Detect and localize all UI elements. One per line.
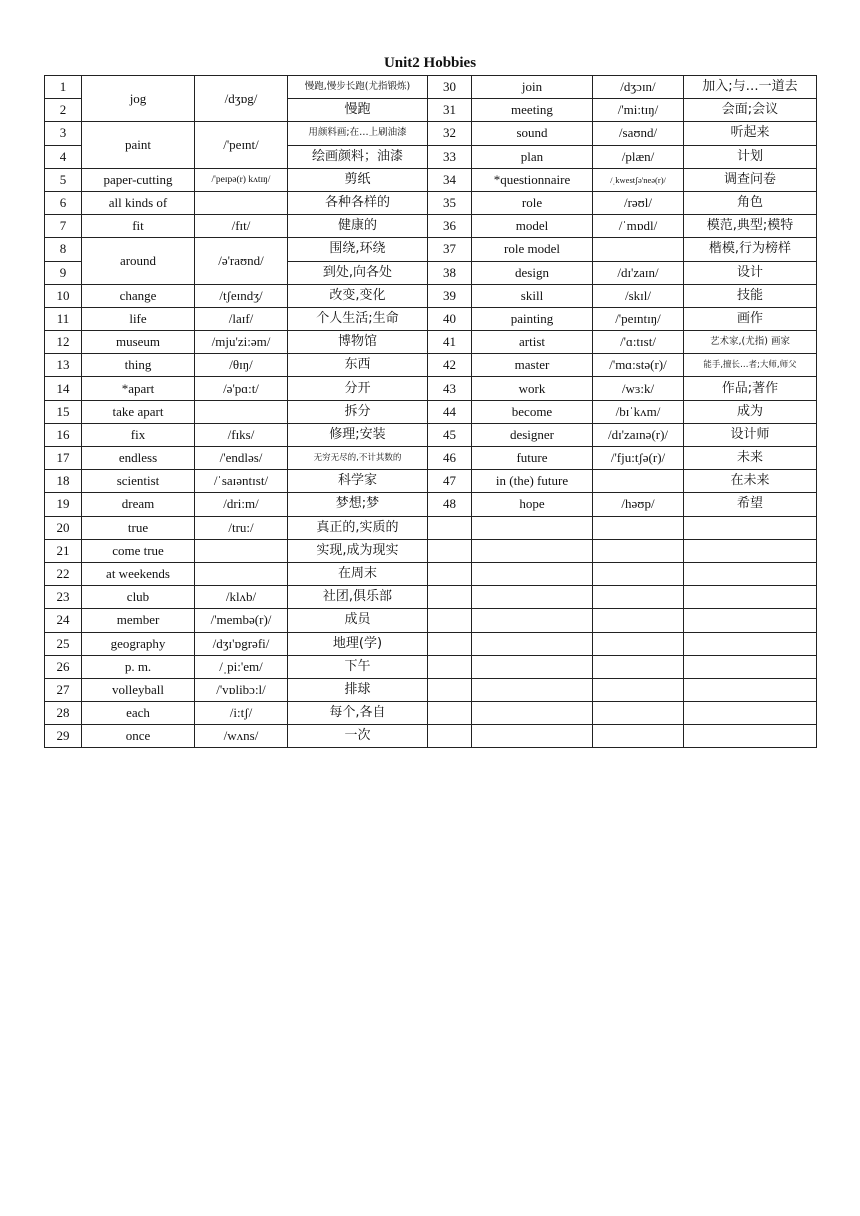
empty-cell — [593, 725, 684, 748]
entry-phonetic: /laɪf/ — [195, 307, 288, 330]
table-row — [45, 191, 817, 214]
entry-number: 23 — [45, 586, 82, 609]
table-row — [45, 539, 817, 562]
entry-meaning: 成为 — [684, 400, 817, 423]
entry-phonetic: /dʒɔɪn/ — [593, 76, 684, 99]
entry-meaning: 角色 — [684, 191, 817, 214]
entry-word: paper-cutting — [82, 168, 195, 191]
entry-phonetic: /fɪks/ — [195, 423, 288, 446]
table-row — [45, 725, 817, 748]
entry-phonetic: /fɪt/ — [195, 215, 288, 238]
table-row — [45, 215, 817, 238]
empty-cell — [684, 516, 817, 539]
entry-phonetic: /mju'zi:əm/ — [195, 331, 288, 354]
entry-meaning: 作品;著作 — [684, 377, 817, 400]
entry-meaning: 个人生活;生命 — [288, 307, 428, 330]
entry-word: future — [472, 447, 593, 470]
vocabulary-table — [44, 75, 817, 748]
entry-word: at weekends — [82, 562, 195, 585]
entry-meaning: 希望 — [684, 493, 817, 516]
entry-number: 29 — [45, 725, 82, 748]
empty-cell — [428, 516, 472, 539]
empty-cell — [428, 678, 472, 701]
entry-phonetic: /dʒɒg/ — [195, 76, 288, 122]
table-row — [45, 678, 817, 701]
entry-word: take apart — [82, 400, 195, 423]
empty-cell — [472, 609, 593, 632]
entry-phonetic: /skɪl/ — [593, 284, 684, 307]
entry-phonetic: /ˈmɒdl/ — [593, 215, 684, 238]
entry-word: artist — [472, 331, 593, 354]
entry-phonetic: /ə'pɑ:t/ — [195, 377, 288, 400]
empty-cell — [472, 702, 593, 725]
entry-meaning: 真正的,实质的 — [288, 516, 428, 539]
entry-phonetic: /θɪŋ/ — [195, 354, 288, 377]
entry-number: 11 — [45, 307, 82, 330]
entry-number: 45 — [428, 423, 472, 446]
table-row — [45, 632, 817, 655]
entry-number: 6 — [45, 191, 82, 214]
empty-cell — [428, 632, 472, 655]
entry-number: 9 — [45, 261, 82, 284]
entry-word: jog — [82, 76, 195, 122]
entry-word: all kinds of — [82, 191, 195, 214]
empty-cell — [472, 678, 593, 701]
entry-number: 30 — [428, 76, 472, 99]
entry-word: design — [472, 261, 593, 284]
entry-number: 41 — [428, 331, 472, 354]
entry-word: geography — [82, 632, 195, 655]
entry-number: 25 — [45, 632, 82, 655]
entry-word: skill — [472, 284, 593, 307]
entry-meaning: 慢跑,慢步长跑(尤指锻炼) — [288, 76, 428, 99]
entry-number: 7 — [45, 215, 82, 238]
entry-number: 12 — [45, 331, 82, 354]
entry-phonetic — [195, 400, 288, 423]
entry-number: 33 — [428, 145, 472, 168]
table-row — [45, 377, 817, 400]
entry-meaning: 改变,变化 — [288, 284, 428, 307]
empty-cell — [593, 562, 684, 585]
table-row — [45, 655, 817, 678]
entry-phonetic: /həʊp/ — [593, 493, 684, 516]
entry-meaning: 围绕,环绕 — [288, 238, 428, 261]
entry-phonetic: /ˌpi:'em/ — [195, 655, 288, 678]
table-row — [45, 586, 817, 609]
entry-phonetic: /wɜ:k/ — [593, 377, 684, 400]
entry-number: 38 — [428, 261, 472, 284]
empty-cell — [684, 702, 817, 725]
entry-phonetic: /ˌkwestʃə'neə(r)/ — [593, 168, 684, 191]
entry-meaning: 计划 — [684, 145, 817, 168]
entry-meaning: 科学家 — [288, 470, 428, 493]
entry-meaning: 楷模,行为榜样 — [684, 238, 817, 261]
entry-meaning: 艺术家,(尤指) 画家 — [684, 331, 817, 354]
entry-number: 44 — [428, 400, 472, 423]
table-row — [45, 562, 817, 585]
entry-number: 42 — [428, 354, 472, 377]
entry-phonetic: /bɪˈkʌm/ — [593, 400, 684, 423]
entry-meaning: 设计 — [684, 261, 817, 284]
entry-phonetic: /'mi:tɪŋ/ — [593, 99, 684, 122]
entry-number: 2 — [45, 99, 82, 122]
entry-number: 13 — [45, 354, 82, 377]
empty-cell — [472, 725, 593, 748]
entry-phonetic: /'endləs/ — [195, 447, 288, 470]
entry-phonetic — [195, 539, 288, 562]
entry-number: 36 — [428, 215, 472, 238]
entry-meaning: 地理(学) — [288, 632, 428, 655]
empty-cell — [684, 539, 817, 562]
entry-meaning: 分开 — [288, 377, 428, 400]
table-row — [45, 470, 817, 493]
entry-word: work — [472, 377, 593, 400]
entry-phonetic: /'vɒlibɔ:l/ — [195, 678, 288, 701]
entry-word: meeting — [472, 99, 593, 122]
entry-number: 18 — [45, 470, 82, 493]
empty-cell — [593, 655, 684, 678]
empty-cell — [593, 539, 684, 562]
entry-meaning: 用颜料画;在…上刷油漆 — [288, 122, 428, 145]
entry-phonetic: /'peɪnt/ — [195, 122, 288, 168]
entry-meaning: 未来 — [684, 447, 817, 470]
entry-phonetic: /rəʊl/ — [593, 191, 684, 214]
entry-number: 39 — [428, 284, 472, 307]
entry-word: designer — [472, 423, 593, 446]
entry-meaning: 慢跑 — [288, 99, 428, 122]
entry-word: fit — [82, 215, 195, 238]
entry-word: fix — [82, 423, 195, 446]
empty-cell — [472, 586, 593, 609]
table-row — [45, 122, 817, 145]
entry-word: scientist — [82, 470, 195, 493]
entry-word: club — [82, 586, 195, 609]
table-row — [45, 284, 817, 307]
empty-cell — [472, 539, 593, 562]
entry-number: 14 — [45, 377, 82, 400]
table-row — [45, 400, 817, 423]
entry-meaning: 绘画颜料；油漆 — [288, 145, 428, 168]
entry-word: volleyball — [82, 678, 195, 701]
entry-word: true — [82, 516, 195, 539]
entry-number: 43 — [428, 377, 472, 400]
entry-phonetic: /ə'raʊnd/ — [195, 238, 288, 284]
entry-meaning: 能手,擅长…者;大师,师父 — [684, 354, 817, 377]
entry-meaning: 模范,典型;模特 — [684, 215, 817, 238]
empty-cell — [428, 562, 472, 585]
entry-number: 1 — [45, 76, 82, 99]
entry-meaning: 健康的 — [288, 215, 428, 238]
entry-word: around — [82, 238, 195, 284]
empty-cell — [593, 586, 684, 609]
entry-meaning: 到处,向各处 — [288, 261, 428, 284]
entry-number: 8 — [45, 238, 82, 261]
entry-meaning: 博物馆 — [288, 331, 428, 354]
entry-number: 3 — [45, 122, 82, 145]
entry-phonetic — [195, 191, 288, 214]
entry-word: in (the) future — [472, 470, 593, 493]
entry-meaning: 画作 — [684, 307, 817, 330]
entry-meaning: 排球 — [288, 678, 428, 701]
empty-cell — [593, 609, 684, 632]
empty-cell — [684, 655, 817, 678]
entry-number: 16 — [45, 423, 82, 446]
entry-word: each — [82, 702, 195, 725]
entry-word: museum — [82, 331, 195, 354]
entry-number: 47 — [428, 470, 472, 493]
table-row — [45, 516, 817, 539]
entry-word: role model — [472, 238, 593, 261]
entry-number: 32 — [428, 122, 472, 145]
empty-cell — [472, 562, 593, 585]
empty-cell — [593, 702, 684, 725]
entry-phonetic: /tru:/ — [195, 516, 288, 539]
entry-number: 37 — [428, 238, 472, 261]
entry-word: join — [472, 76, 593, 99]
entry-meaning: 东西 — [288, 354, 428, 377]
entry-word: dream — [82, 493, 195, 516]
entry-meaning: 会面;会议 — [684, 99, 817, 122]
entry-phonetic: /saʊnd/ — [593, 122, 684, 145]
table-row — [45, 423, 817, 446]
entry-phonetic: /plæn/ — [593, 145, 684, 168]
entry-phonetic: /'peɪpə(r) kʌtɪŋ/ — [195, 168, 288, 191]
empty-cell — [593, 678, 684, 701]
entry-meaning: 无穷无尽的,不计其数的 — [288, 447, 428, 470]
entry-phonetic: /tʃeɪndʒ/ — [195, 284, 288, 307]
entry-phonetic: /'membə(r)/ — [195, 609, 288, 632]
entry-phonetic — [195, 562, 288, 585]
entry-meaning: 拆分 — [288, 400, 428, 423]
entry-phonetic: /'fju:tʃə(r)/ — [593, 447, 684, 470]
entry-word: painting — [472, 307, 593, 330]
entry-meaning: 成员 — [288, 609, 428, 632]
entry-phonetic: /'mɑ:stə(r)/ — [593, 354, 684, 377]
entry-word: change — [82, 284, 195, 307]
empty-cell — [428, 725, 472, 748]
empty-cell — [684, 632, 817, 655]
empty-cell — [684, 586, 817, 609]
empty-cell — [472, 516, 593, 539]
empty-cell — [428, 539, 472, 562]
entry-phonetic — [593, 238, 684, 261]
entry-phonetic: /dɪ'zaɪn/ — [593, 261, 684, 284]
table-row — [45, 493, 817, 516]
entry-phonetic: /dri:m/ — [195, 493, 288, 516]
entry-number: 26 — [45, 655, 82, 678]
empty-cell — [593, 516, 684, 539]
empty-cell — [428, 702, 472, 725]
empty-cell — [684, 678, 817, 701]
entry-number: 4 — [45, 145, 82, 168]
empty-cell — [428, 655, 472, 678]
entry-number: 48 — [428, 493, 472, 516]
entry-meaning: 每个,各自 — [288, 702, 428, 725]
entry-number: 31 — [428, 99, 472, 122]
entry-meaning: 技能 — [684, 284, 817, 307]
entry-number: 22 — [45, 562, 82, 585]
table-row — [45, 307, 817, 330]
page-title: Unit2 Hobbies — [383, 55, 477, 71]
entry-meaning: 下午 — [288, 655, 428, 678]
entry-number: 27 — [45, 678, 82, 701]
entry-word: role — [472, 191, 593, 214]
entry-word: hope — [472, 493, 593, 516]
entry-word: thing — [82, 354, 195, 377]
entry-word: sound — [472, 122, 593, 145]
entry-meaning: 调查问卷 — [684, 168, 817, 191]
entry-phonetic: /'peɪntɪŋ/ — [593, 307, 684, 330]
entry-word: master — [472, 354, 593, 377]
entry-meaning: 加入;与…一道去 — [684, 76, 817, 99]
entry-word: model — [472, 215, 593, 238]
empty-cell — [472, 655, 593, 678]
table-row — [45, 238, 817, 261]
entry-word: endless — [82, 447, 195, 470]
entry-number: 19 — [45, 493, 82, 516]
entry-number: 35 — [428, 191, 472, 214]
table-row — [45, 447, 817, 470]
entry-phonetic: /ˈsaɪəntɪst/ — [195, 470, 288, 493]
entry-meaning: 剪纸 — [288, 168, 428, 191]
table-row — [45, 609, 817, 632]
empty-cell — [428, 609, 472, 632]
entry-number: 28 — [45, 702, 82, 725]
table-row — [45, 76, 817, 99]
entry-word: life — [82, 307, 195, 330]
entry-phonetic: /wʌns/ — [195, 725, 288, 748]
entry-phonetic: /klʌb/ — [195, 586, 288, 609]
table-row — [45, 168, 817, 191]
empty-cell — [684, 725, 817, 748]
table-row — [45, 354, 817, 377]
entry-word: paint — [82, 122, 195, 168]
entry-word: once — [82, 725, 195, 748]
entry-phonetic: /dɪ'zaɪnə(r)/ — [593, 423, 684, 446]
entry-number: 20 — [45, 516, 82, 539]
empty-cell — [593, 632, 684, 655]
entry-meaning: 梦想;梦 — [288, 493, 428, 516]
entry-number: 15 — [45, 400, 82, 423]
entry-meaning: 社团,俱乐部 — [288, 586, 428, 609]
entry-word: p. m. — [82, 655, 195, 678]
entry-meaning: 听起来 — [684, 122, 817, 145]
empty-cell — [684, 562, 817, 585]
entry-number: 40 — [428, 307, 472, 330]
entry-number: 17 — [45, 447, 82, 470]
table-row — [45, 331, 817, 354]
entry-phonetic: /i:tʃ/ — [195, 702, 288, 725]
entry-number: 24 — [45, 609, 82, 632]
entry-phonetic: /dʒɪ'ɒgrəfi/ — [195, 632, 288, 655]
empty-cell — [472, 632, 593, 655]
entry-word: member — [82, 609, 195, 632]
entry-number: 46 — [428, 447, 472, 470]
entry-number: 21 — [45, 539, 82, 562]
entry-number: 34 — [428, 168, 472, 191]
entry-word: plan — [472, 145, 593, 168]
entry-word: become — [472, 400, 593, 423]
entry-meaning: 一次 — [288, 725, 428, 748]
entry-word: *questionnaire — [472, 168, 593, 191]
entry-meaning: 实现,成为现实 — [288, 539, 428, 562]
entry-word: *apart — [82, 377, 195, 400]
entry-phonetic — [593, 470, 684, 493]
entry-meaning: 在周末 — [288, 562, 428, 585]
entry-number: 5 — [45, 168, 82, 191]
entry-meaning: 修理;安装 — [288, 423, 428, 446]
empty-cell — [684, 609, 817, 632]
entry-phonetic: /'ɑ:tɪst/ — [593, 331, 684, 354]
entry-meaning: 在未来 — [684, 470, 817, 493]
entry-number: 10 — [45, 284, 82, 307]
table-row — [45, 702, 817, 725]
entry-meaning: 设计师 — [684, 423, 817, 446]
entry-word: come true — [82, 539, 195, 562]
empty-cell — [428, 586, 472, 609]
entry-meaning: 各种各样的 — [288, 191, 428, 214]
